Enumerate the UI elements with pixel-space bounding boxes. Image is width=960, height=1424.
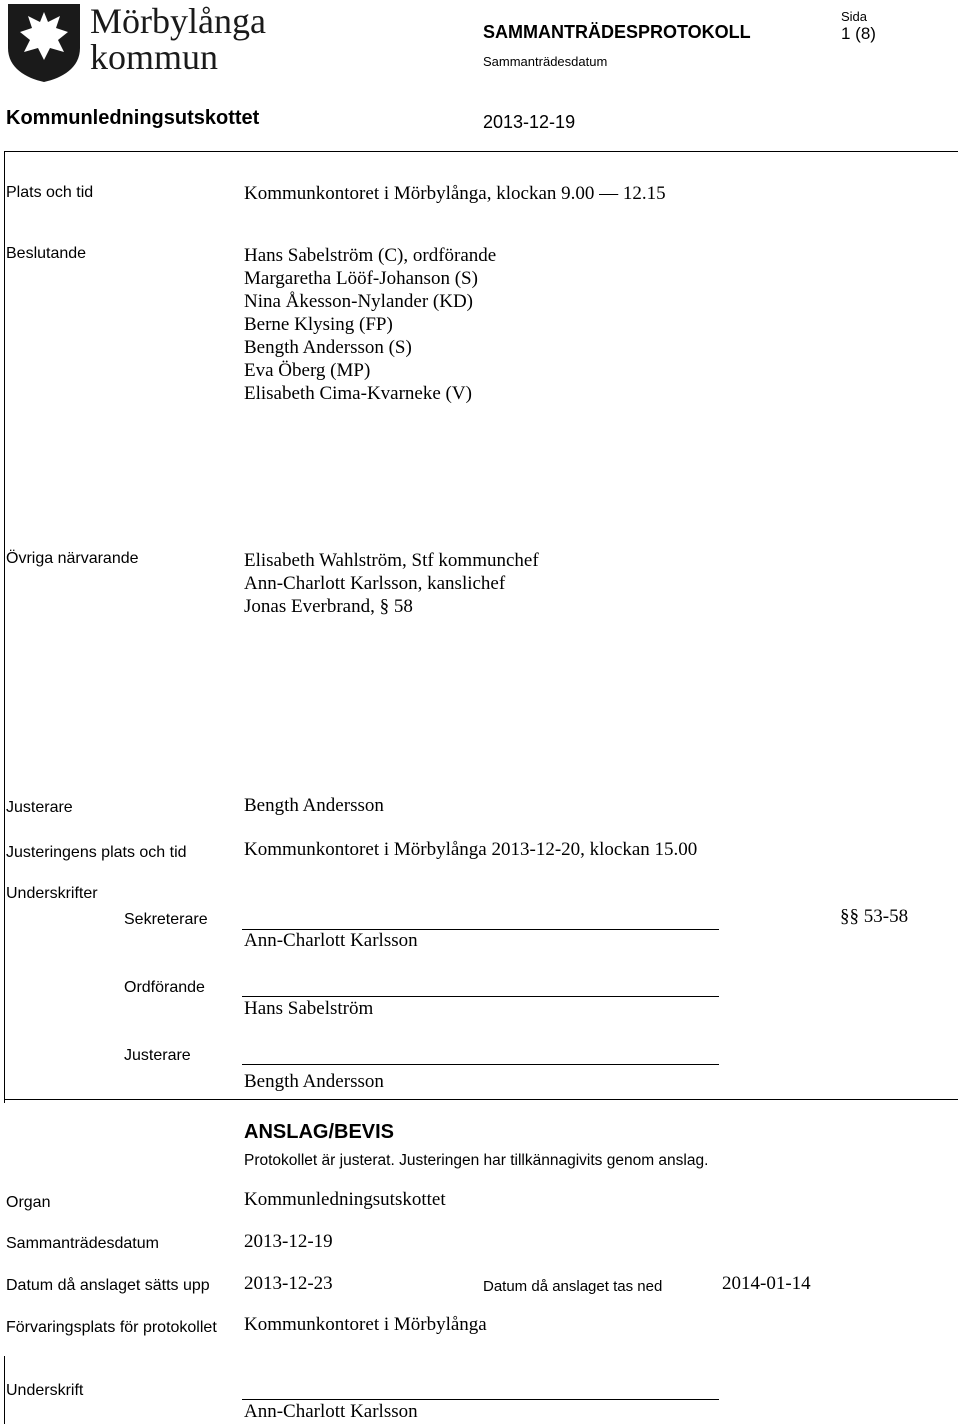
notice-signature-line bbox=[242, 1399, 719, 1400]
frame-left-line bbox=[4, 151, 5, 1103]
list-item: Eva Öberg (MP) bbox=[244, 360, 371, 381]
signature-label: Underskrift bbox=[6, 1382, 84, 1399]
chair-signature-line bbox=[242, 996, 719, 997]
adjuster-label: Justerare bbox=[6, 799, 73, 816]
notice-date-label: Sammanträdesdatum bbox=[6, 1235, 159, 1252]
organ-label: Organ bbox=[6, 1194, 51, 1211]
list-item: Jonas Everbrand, § 58 bbox=[244, 596, 413, 617]
meeting-date: 2013-12-19 bbox=[483, 112, 576, 132]
organ-value: Kommunledningsutskottet bbox=[244, 1189, 446, 1210]
storage-value: Kommunkontoret i Mörbylånga bbox=[244, 1314, 487, 1335]
meeting-date-caption: Sammanträdesdatum bbox=[483, 54, 608, 69]
others-present-label: Övriga närvarande bbox=[6, 550, 139, 567]
secretary-label: Sekreterare bbox=[124, 911, 208, 928]
posted-date-label: Datum då anslaget sätts upp bbox=[6, 1277, 210, 1294]
notice-heading: ANSLAG/BEVIS bbox=[244, 1121, 395, 1143]
decision-makers-list bbox=[244, 244, 496, 405]
removed-date-value: 2014-01-14 bbox=[722, 1273, 811, 1294]
secretary-name: Ann-Charlott Karlsson bbox=[244, 930, 418, 951]
posted-date-value: 2013-12-23 bbox=[244, 1273, 333, 1294]
list-item: Bength Andersson (S) bbox=[244, 337, 412, 358]
decision-makers-label: Beslutande bbox=[6, 245, 87, 262]
adjustment-place-value: Kommunkontoret i Mörbylånga 2013-12-20, klockan 15.00 bbox=[244, 839, 698, 860]
page-number: 1 (8) bbox=[841, 24, 876, 43]
municipality-logo bbox=[4, 2, 276, 84]
notice-date-value: 2013-12-19 bbox=[244, 1231, 333, 1252]
list-item: Elisabeth Wahlström, Stf kommunchef bbox=[244, 550, 539, 571]
list-item: Ann-Charlott Karlsson, kanslichef bbox=[244, 573, 506, 594]
frame-top-line bbox=[4, 151, 958, 152]
chair-label: Ordförande bbox=[124, 979, 205, 996]
document-type: SAMMANTRÄDESPROTOKOLL bbox=[483, 22, 751, 42]
list-item: Hans Sabelström (C), ordförande bbox=[244, 245, 497, 266]
place-label: Plats och tid bbox=[6, 184, 94, 201]
place-value: Kommunkontoret i Mörbylånga, klockan 9.00 — 12.15 bbox=[244, 183, 666, 204]
adjuster-value: Bength Andersson bbox=[244, 795, 384, 816]
notice-signature-name: Ann-Charlott Karlsson bbox=[244, 1401, 418, 1422]
adjuster-signature-label: Justerare bbox=[124, 1047, 191, 1064]
signatures-label: Underskrifter bbox=[6, 885, 98, 902]
adjustment-place-label: Justeringens plats och tid bbox=[6, 844, 187, 861]
notice-text: Protokollet är justerat. Justeringen har tillkännagivits genom anslag. bbox=[244, 1152, 709, 1169]
frame-middle-line bbox=[4, 1099, 958, 1100]
list-item: Nina Åkesson-Nylander (KD) bbox=[244, 291, 473, 312]
paragraph-range: §§ 53-58 bbox=[840, 906, 909, 927]
frame-left-line-lower bbox=[4, 1356, 5, 1424]
storage-label: Förvaringsplats för protokollet bbox=[6, 1319, 217, 1336]
adjuster-signature-line bbox=[242, 1064, 719, 1065]
logo-name-line2: kommun bbox=[90, 37, 219, 77]
page-label: Sida bbox=[841, 9, 868, 24]
list-item: Margaretha Lööf-Johanson (S) bbox=[244, 268, 478, 289]
adjuster-name: Bength Andersson bbox=[244, 1071, 384, 1092]
others-present-list bbox=[244, 549, 539, 618]
list-item: Elisabeth Cima-Kvarneke (V) bbox=[244, 383, 472, 404]
committee-name: Kommunledningsutskottet bbox=[6, 107, 260, 129]
logo-name-line1: Mörbylånga bbox=[90, 1, 266, 41]
chair-name: Hans Sabelström bbox=[244, 998, 374, 1019]
coat-of-arms-icon bbox=[4, 2, 84, 84]
removed-date-label: Datum då anslaget tas ned bbox=[483, 1278, 663, 1295]
list-item: Berne Klysing (FP) bbox=[244, 314, 393, 335]
